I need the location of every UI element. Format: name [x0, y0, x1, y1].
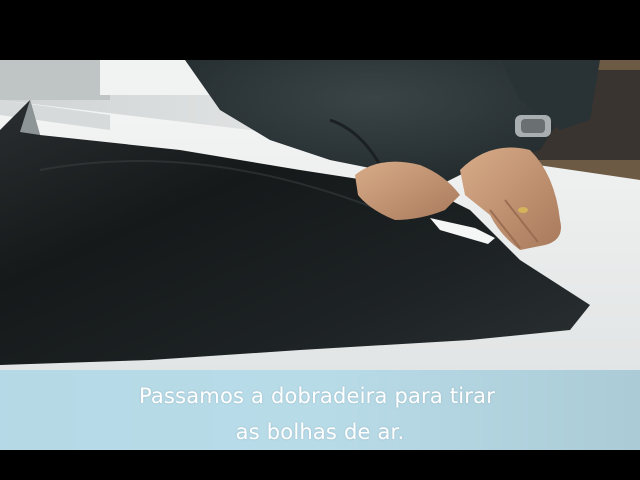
ring: [518, 207, 528, 213]
subtitle-caption: [0, 378, 640, 450]
subtitle-line-2: as bolhas de ar.: [235, 420, 405, 444]
subtitle-line-1: Passamos a dobradeira para tirar: [138, 384, 496, 408]
letterbox-top: [0, 0, 640, 60]
letterbox-bottom: [0, 450, 640, 480]
shelf-left: [0, 60, 110, 100]
